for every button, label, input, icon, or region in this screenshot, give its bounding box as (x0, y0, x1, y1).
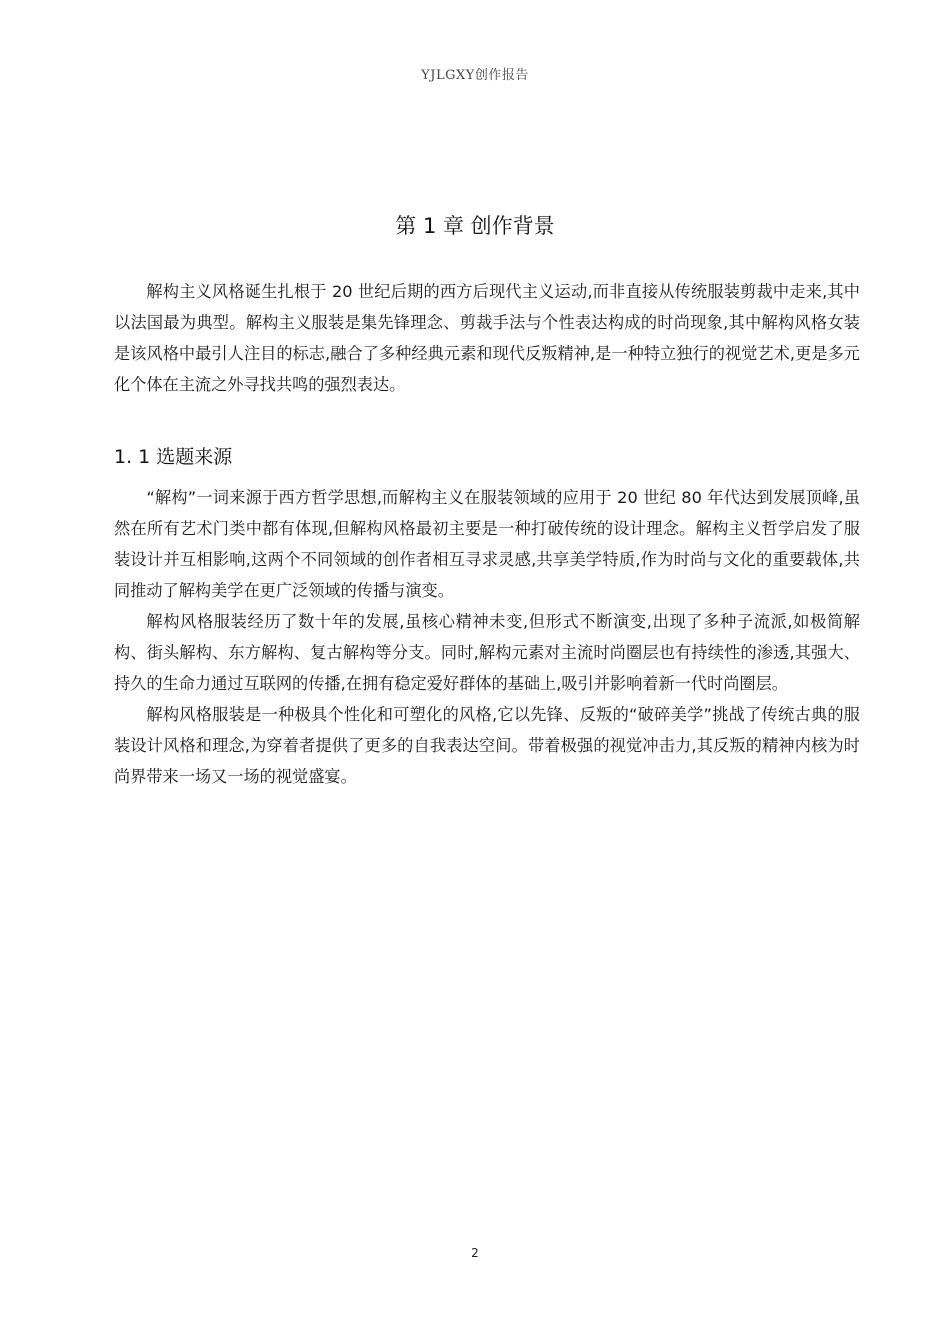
chapter-intro (114, 276, 860, 400)
section-body (114, 482, 860, 792)
body-paragraph-1: “解构”一词来源于西方哲学思想,而解构主义在服装领域的应用于 20 世纪 80 年代达到发展顶峰,虽然在所有艺术门类中都有体现,但解构风格最初主要是一种打破传统的设计理念。解构主义哲学启发了服装设计并互相影响,这两个不同领域的创作者相互寻求灵感,共享美学特质,作为时尚与文化的重要载体,共同推动了解构美学在更广泛领域的传播与演变。 (114, 488, 860, 600)
section-title: 1. 1 选题来源 (114, 446, 233, 468)
page-header: YJLGXY创作报告 (421, 68, 529, 83)
body-paragraph-2: 解构风格服装经历了数十年的发展,虽核心精神未变,但形式不断演变,出现了多种子流派,如极简解构、街头解构、东方解构、复古解构等分支。同时,解构元素对主流时尚圈层也有持续性的渗透,其强大、持久的生命力通过互联网的传播,在拥有稳定爱好群体的基础上,吸引并影响着新一代时尚圈层。 (114, 612, 860, 693)
page-number: 2 (471, 1246, 479, 1260)
chapter-title: 第 1 章 创作背景 (395, 214, 555, 238)
intro-paragraph: 解构主义风格诞生扎根于 20 世纪后期的西方后现代主义运动,而非直接从传统服装剪裁中走来,其中以法国最为典型。解构主义服装是集先锋理念、剪裁手法与个性表达构成的时尚现象,其中解构风格女装是该风格中最引人注目的标志,融合了多种经典元素和现代反叛精神,是一种特立独行的视觉艺术,更是多元化个体在主流之外寻找共鸣的强烈表达。 (114, 282, 860, 394)
body-paragraph-3: 解构风格服装是一种极具个性化和可塑化的风格,它以先锋、反叛的“破碎美学”挑战了传统古典的服装设计风格和理念,为穿着者提供了更多的自我表达空间。带着极强的视觉冲击力,其反叛的精神内核为时尚界带来一场又一场的视觉盛宴。 (114, 705, 860, 786)
